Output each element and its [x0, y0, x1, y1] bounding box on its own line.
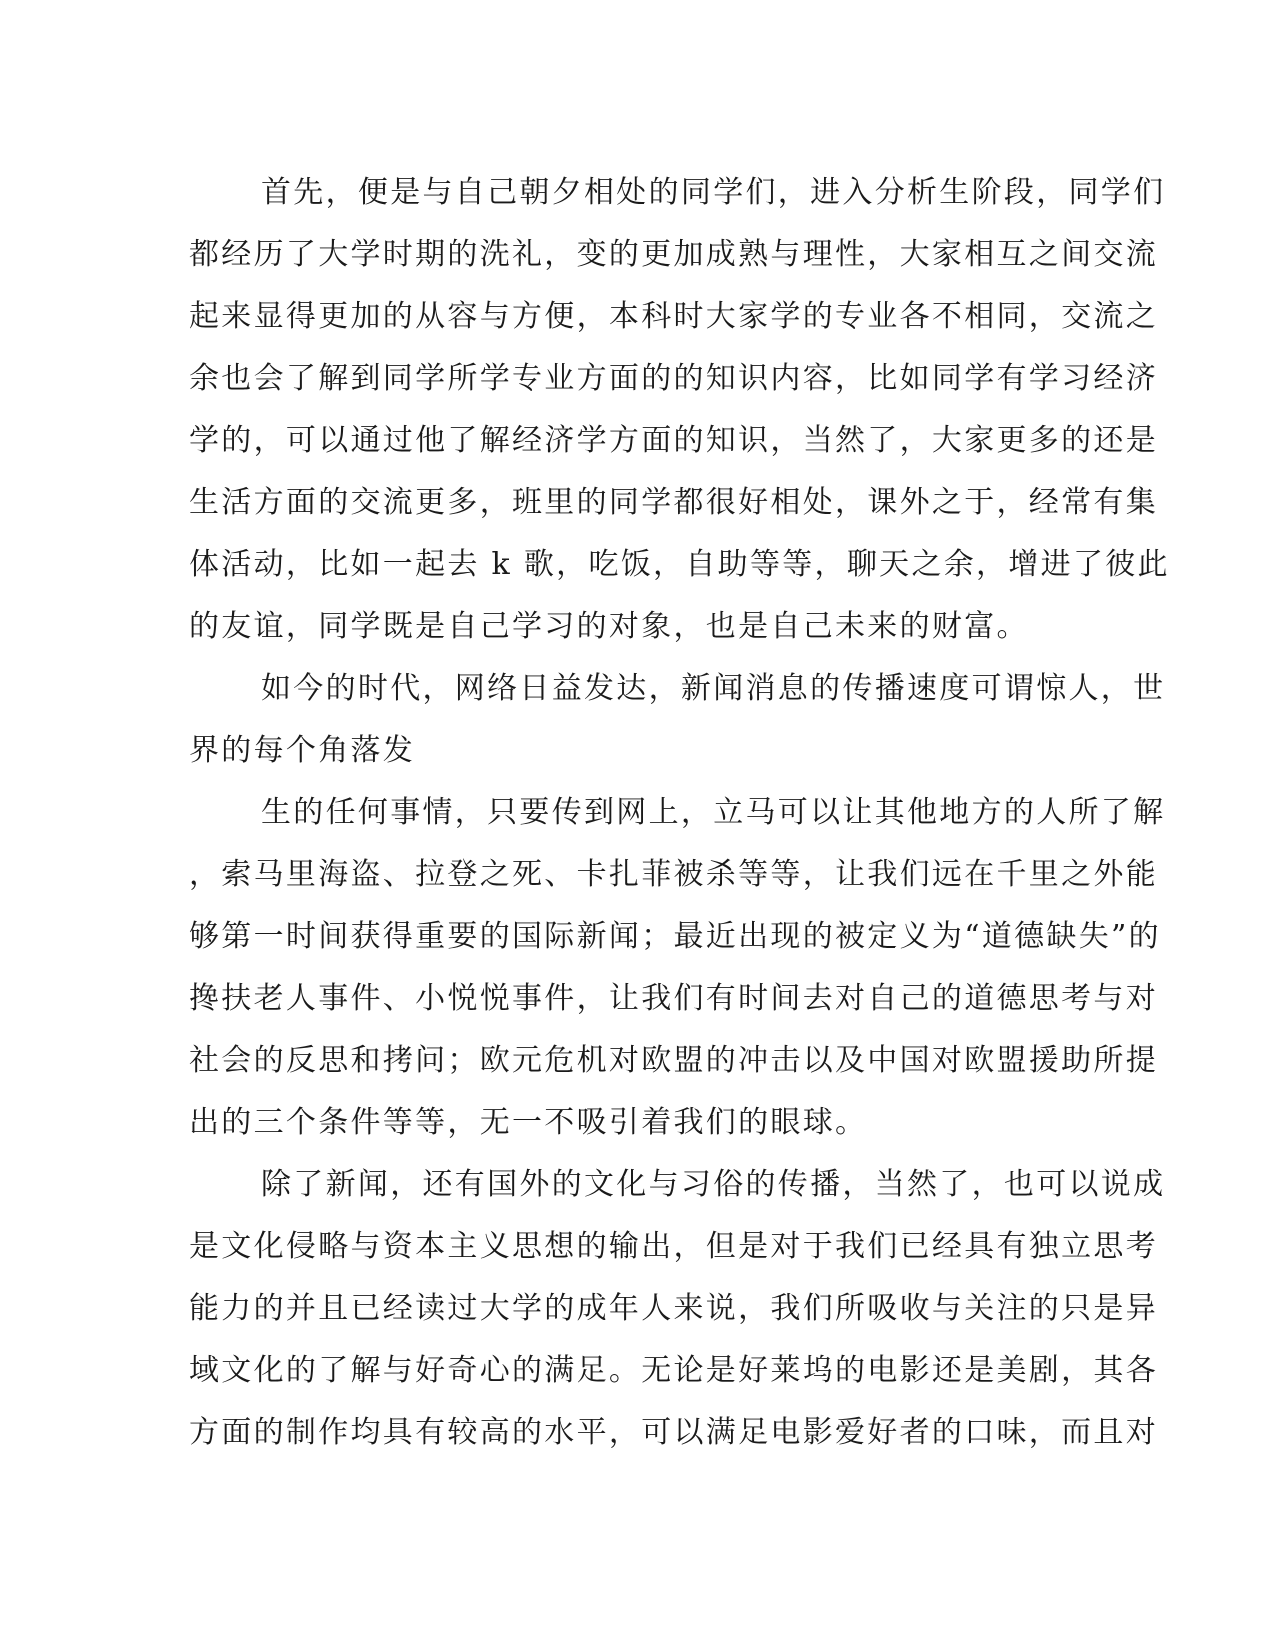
paragraph-1-line-4: 余也会了解到同学所学专业方面的的知识内容，比如同学有学习经济	[189, 361, 1158, 396]
body-text	[189, 162, 1170, 1464]
paragraph-1-line-2: 都经历了大学时期的洗礼，变的更加成熟与理性，大家相互之间交流	[189, 237, 1158, 272]
paragraph-1-line-8: 的友谊，同学既是自己学习的对象，也是自己未来的财富。	[189, 609, 1029, 644]
paragraph-3-line-2: ，索马里海盗、拉登之死、卡扎菲被杀等等，让我们远在千里之外能	[189, 857, 1158, 892]
paragraph-2-line-1: 如今的时代，网络日益发达，新闻消息的传播速度可谓惊人，世	[261, 671, 1166, 706]
paragraph-3-line-5: 社会的反思和拷问；欧元危机对欧盟的冲击以及中国对欧盟援助所提	[189, 1043, 1158, 1078]
paragraph-3-line-4: 搀扶老人事件、小悦悦事件，让我们有时间去对自己的道德思考与对	[189, 981, 1158, 1016]
paragraph-1-line-3: 起来显得更加的从容与方便，本科时大家学的专业各不相同，交流之	[189, 299, 1158, 334]
paragraph-4-line-1: 除了新闻，还有国外的文化与习俗的传播，当然了，也可以说成	[261, 1167, 1166, 1202]
paragraph-4-line-4: 域文化的了解与好奇心的满足。无论是好莱坞的电影还是美剧，其各	[189, 1353, 1158, 1388]
paragraph-4-line-3: 能力的并且已经读过大学的成年人来说，我们所吸收与关注的只是异	[189, 1291, 1158, 1326]
paragraph-3-line-3: 够第一时间获得重要的国际新闻；最近出现的被定义为“道德缺失”的	[189, 919, 1161, 954]
paragraph-1-line-7: 体活动，比如一起去 k 歌，吃饭，自助等等，聊天之余，增进了彼此	[189, 547, 1170, 582]
paragraph-4-line-5: 方面的制作均具有较高的水平，可以满足电影爱好者的口味，而且对	[189, 1415, 1158, 1450]
paragraph-2-line-2: 界的每个角落发	[189, 733, 416, 768]
paragraph-1-line-5: 学的，可以通过他了解经济学方面的知识，当然了，大家更多的还是	[189, 423, 1158, 458]
paragraph-1-line-6: 生活方面的交流更多，班里的同学都很好相处，课外之于，经常有集	[189, 485, 1158, 520]
paragraph-1-line-1: 首先，便是与自己朝夕相处的同学们，进入分析生阶段，同学们	[261, 175, 1166, 210]
paragraph-3-line-1: 生的任何事情，只要传到网上，立马可以让其他地方的人所了解	[261, 795, 1166, 830]
paragraph-3-line-6: 出的三个条件等等，无一不吸引着我们的眼球。	[189, 1105, 868, 1140]
paragraph-4-line-2: 是文化侵略与资本主义思想的输出，但是对于我们已经具有独立思考	[189, 1229, 1158, 1264]
